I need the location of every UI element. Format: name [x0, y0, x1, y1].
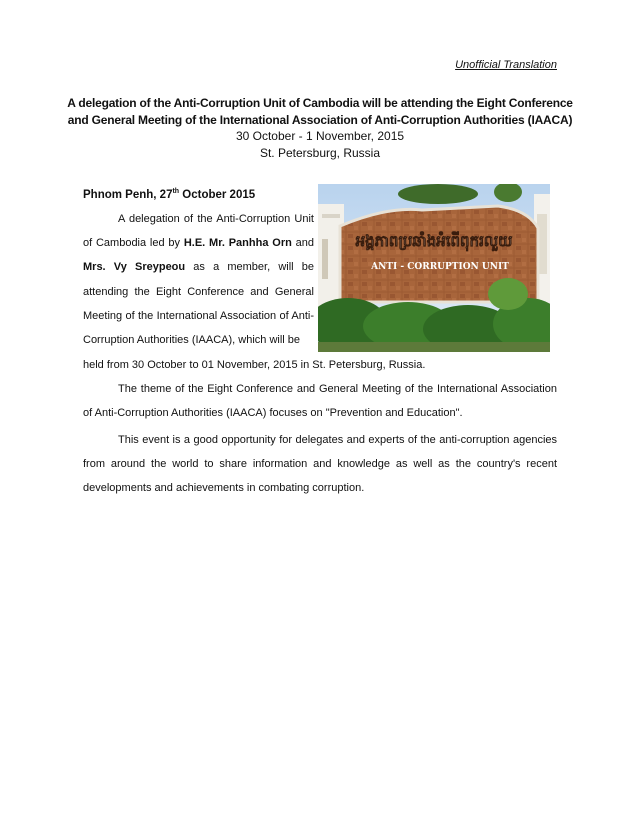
title-line-2: and General Meeting of the International Association of Anti-Corruption Authorities (IAACA) [67, 112, 573, 127]
delegation-member: Mrs. Vy Sreypeou [83, 261, 186, 274]
dateline: Phnom Penh, 27th October 2015 [83, 188, 256, 201]
sign-khmer-text: អង្គភាពប្រឆាំងអំពើពុករលួយ [355, 232, 513, 250]
anti-corruption-unit-photo [318, 184, 550, 352]
delegation-leader: H.E. Mr. Panhha Orn [183, 237, 292, 250]
document-header [60, 95, 580, 161]
event-location: St. Petersburg, Russia [259, 145, 381, 160]
title-line-1: A delegation of the Anti-Corruption Unit of Cambodia will be attending the Eight Conference [67, 96, 573, 110]
translation-note: Unofficial Translation [455, 59, 557, 71]
paragraph-1: A delegation of the Anti-Corruption Unit of Cambodia led by H.E. Mr. Panhha Orn and Mrs. Vy Sreypeou as a member, will be attending the Eight Conference and General Meeting of the International Association of Anti-Corruption Authorities (IAACA), which will be [83, 213, 314, 347]
paragraph-2: The theme of the Eight Conference and General Meeting of the International Association of Anti-Corruption Authorities (IAACA) focuses on "Prevention and Education". [83, 383, 557, 420]
paragraph-3: This event is a good opportunity for delegates and experts of the anti-corruption agencies from around the world to share information and knowledge as well as the country's recent developments and achievements in combating corruption. [83, 434, 557, 495]
event-dates: 30 October - 1 November, 2015 [235, 129, 405, 143]
sign-english-text: ANTI - CORRUPTION UNIT [371, 262, 509, 272]
paragraph-1-tail: held from 30 October to 01 November, 2015 in St. Petersburg, Russia. [83, 359, 426, 371]
